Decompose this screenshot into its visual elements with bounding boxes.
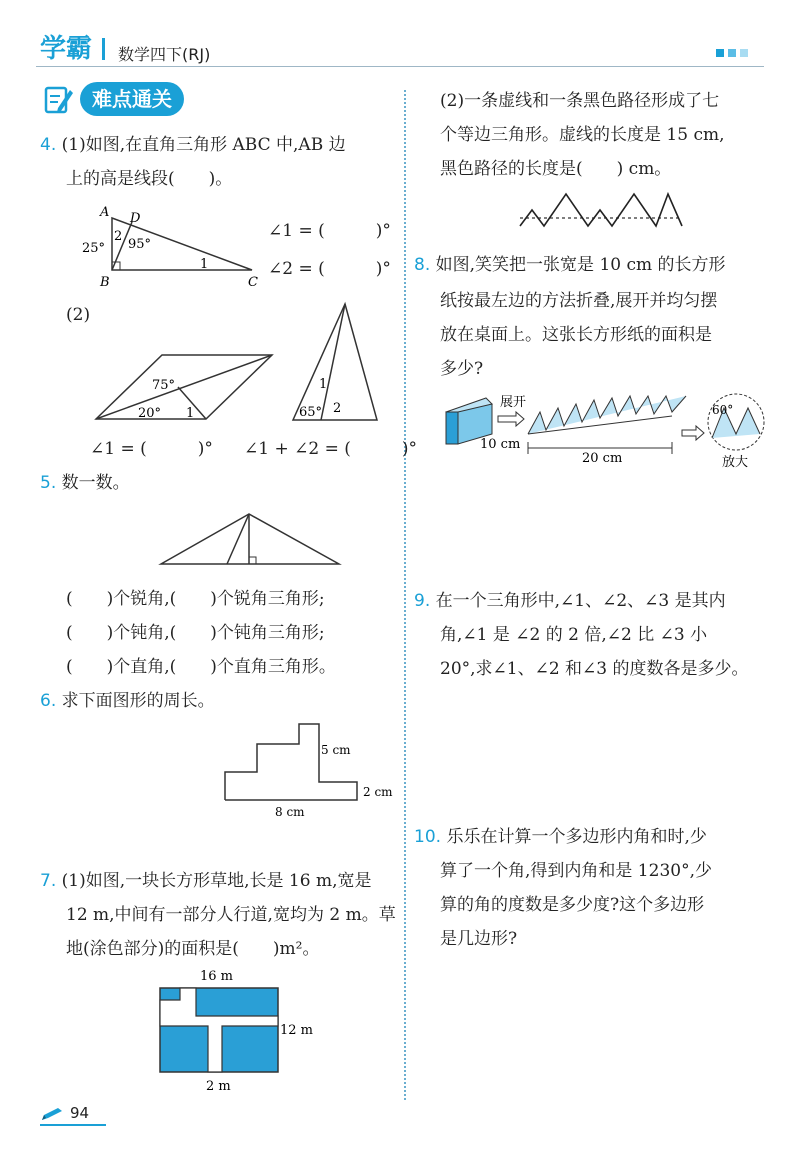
label-8cm: 8 cm: [275, 805, 305, 819]
q8-line2: 纸按最左边的方法折叠,展开并均匀摆: [440, 291, 718, 311]
label-2cm: 2 cm: [363, 785, 393, 799]
header-decor-square: [740, 49, 748, 57]
angle-1: 1: [186, 406, 195, 421]
q5-row2: ( )个钝角,( )个钝角三角形;: [66, 623, 325, 643]
q7-line1-wrap: [40, 864, 372, 898]
q6-staircase-figure: [215, 722, 405, 822]
label-unfold: 展开: [500, 395, 527, 410]
q9-line3: 20°,求∠1、∠2 和∠3 的度数各是多少。: [440, 659, 749, 679]
q10-line2: 算了一个角,得到内角和是 1230°,少: [440, 861, 712, 881]
q9-line1-wrap: [414, 584, 726, 618]
q10-number: 10.: [414, 827, 442, 847]
q7-line3: 地(涂色部分)的面积是( )m²。: [66, 939, 320, 959]
q6-heading: [40, 684, 215, 718]
q5-number: 5.: [40, 473, 57, 493]
q4-number: 4.: [40, 135, 57, 155]
column-divider: [404, 90, 406, 1100]
angle-65: 65°: [299, 405, 323, 420]
q4-answer-b1: ∠1 = ( )°: [90, 439, 213, 459]
q9-line1: 在一个三角形中,∠1、∠2、∠3 是其内: [435, 591, 726, 611]
angle-95: 95°: [128, 237, 152, 252]
q5-triangles-figure: [155, 508, 345, 568]
subject-title: 数学四下(RJ): [118, 45, 211, 64]
q7-p2-line3: 黑色路径的长度是( ) cm。: [440, 159, 672, 179]
label-16m: 16 m: [200, 969, 234, 984]
label-10cm: 10 cm: [480, 437, 521, 452]
q8-line1-wrap: [414, 248, 726, 282]
logo-divider: [102, 38, 105, 60]
q9-line2: 角,∠1 是 ∠2 的 2 倍,∠2 比 ∠3 小: [440, 625, 708, 645]
q4-answer-b2: ∠1 + ∠2 = ( )°: [244, 439, 417, 459]
q7-number: 7.: [40, 871, 57, 891]
section-title: 难点通关: [80, 82, 184, 116]
label-C: C: [248, 275, 258, 290]
angle-1: 1: [200, 257, 209, 272]
q6-title: 求下面图形的周长。: [61, 691, 215, 711]
angle-20: 20°: [138, 406, 162, 421]
q4-answer-angle1: ∠1 = ( )°: [268, 221, 391, 241]
q4-p1-line1: (1)如图,在直角三角形 ABC 中,AB 边: [61, 135, 346, 155]
header-rule: [36, 66, 764, 67]
q4-line1: [40, 128, 346, 162]
angle-75: 75°: [152, 378, 176, 393]
q8-line3: 放在桌面上。这张长方形纸的面积是: [440, 325, 712, 345]
angle-25: 25°: [82, 241, 106, 256]
q8-line4: 多少?: [440, 359, 484, 379]
angle-2: 2: [333, 401, 342, 416]
q6-number: 6.: [40, 691, 57, 711]
label-D: D: [130, 211, 141, 226]
q5-row3: ( )个直角,( )个直角三角形。: [66, 657, 336, 677]
angle-2: 2: [114, 229, 123, 244]
q7-line2: 12 m,中间有一部分人行道,宽均为 2 m。草: [66, 905, 396, 925]
q8-folding-figure: [440, 390, 770, 472]
header-decor-square: [716, 49, 724, 57]
pencil-icon: [40, 1106, 66, 1122]
q7-p2-line2: 个等边三角形。虚线的长度是 15 cm,: [440, 125, 725, 145]
label-5cm: 5 cm: [321, 743, 351, 757]
q5-heading: [40, 466, 130, 500]
label-A: A: [100, 205, 110, 220]
q10-line4: 是几边形?: [440, 929, 518, 949]
q4-p1-line2: 上的高是线段( )。: [66, 169, 233, 189]
label-12m: 12 m: [280, 1023, 314, 1038]
q9-number: 9.: [414, 591, 431, 611]
q4-right-triangle-figure: [70, 200, 270, 295]
q4-triangle-figure: [285, 300, 385, 425]
footer-rule: [40, 1124, 106, 1126]
pencil-book-icon: [44, 84, 74, 114]
angle-1: 1: [319, 377, 328, 392]
q4-p2-label: (2): [66, 305, 91, 325]
brand-logo: 学霸: [40, 34, 93, 64]
q7-lawn-figure: [150, 966, 330, 1096]
label-20cm: 20 cm: [582, 451, 623, 466]
q8-number: 8.: [414, 255, 431, 275]
q10-line1: 乐乐在计算一个多边形内角和时,少: [446, 827, 707, 847]
q10-line1-wrap: [414, 820, 707, 854]
label-2m: 2 m: [206, 1079, 231, 1094]
q7-p2-line1: (2)一条虚线和一条黑色路径形成了七: [440, 91, 720, 111]
q4-answer-angle2: ∠2 = ( )°: [268, 259, 391, 279]
q5-title: 数一数。: [61, 473, 130, 493]
q8-line1: 如图,笑笑把一张宽是 10 cm 的长方形: [435, 255, 726, 275]
q7-zigzag-figure: [516, 186, 686, 230]
q10-line3: 算的角的度数是多少度?这个多边形: [440, 895, 705, 915]
label-60deg: 60°: [712, 403, 734, 417]
q7-line1: (1)如图,一块长方形草地,长是 16 m,宽是: [61, 871, 372, 891]
label-zoom: 放大: [722, 455, 749, 470]
page-number: 94: [70, 1104, 90, 1122]
q5-row1: ( )个锐角,( )个锐角三角形;: [66, 589, 325, 609]
label-B: B: [100, 275, 110, 290]
q4-parallelogram-figure: [90, 345, 280, 425]
header-decor-square: [728, 49, 736, 57]
